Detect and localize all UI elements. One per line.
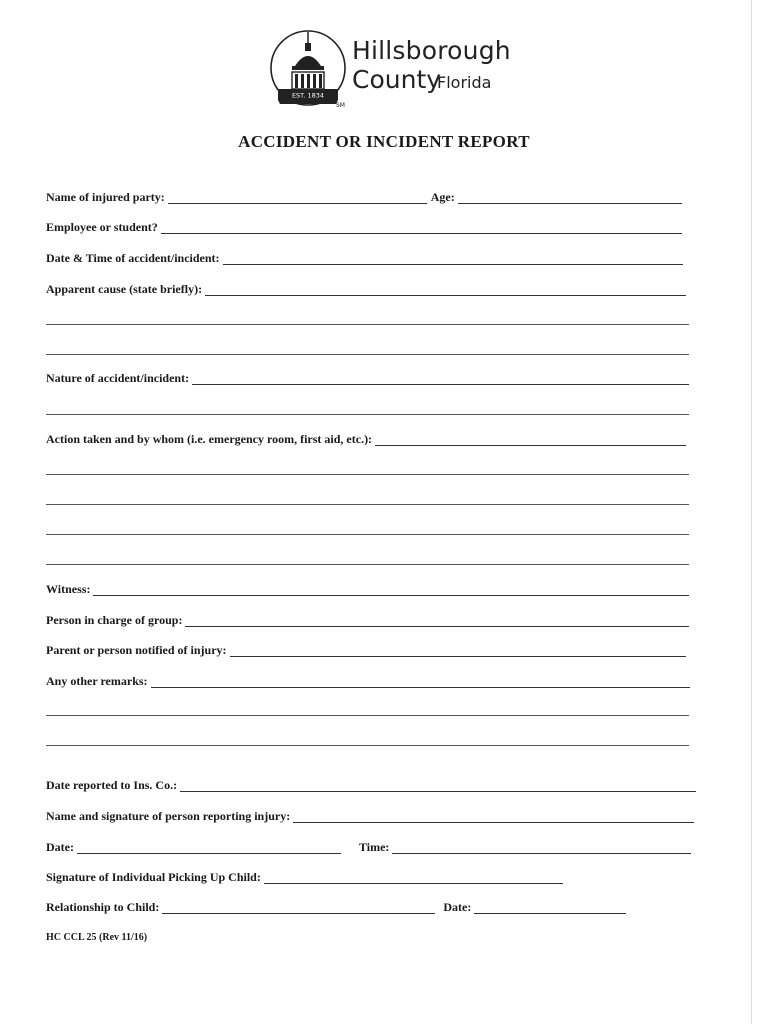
remarks-field[interactable]	[151, 675, 690, 688]
parent-label: Parent or person notified of injury:	[46, 643, 227, 657]
logo-hillsborough: Hillsborough	[352, 36, 511, 65]
person-charge-label: Person in charge of group:	[46, 613, 183, 627]
remarks-line-3[interactable]	[46, 745, 689, 746]
nature-label: Nature of accident/incident:	[46, 371, 190, 385]
action-line-5[interactable]	[46, 564, 689, 565]
date-field[interactable]	[77, 841, 341, 854]
person-charge-field[interactable]	[185, 614, 689, 627]
logo-county: County	[352, 65, 442, 94]
name-label: Name of injured party:	[46, 190, 165, 204]
datetime-label: Date & Time of accident/incident:	[46, 251, 220, 265]
action-label: Action taken and by whom (i.e. emergency room, first aid, etc.):	[46, 432, 373, 446]
date-time-row	[46, 838, 691, 854]
ins-field[interactable]	[180, 779, 696, 792]
action-line-3[interactable]	[46, 504, 689, 505]
pickup-label: Signature of Individual Picking Up Child:	[46, 870, 261, 884]
relationship-field[interactable]	[162, 901, 435, 914]
person-charge-row	[46, 611, 689, 627]
witness-row	[46, 580, 689, 596]
date-label: Date:	[46, 840, 74, 854]
nature-row	[46, 369, 689, 385]
employee-label: Employee or student?	[46, 220, 158, 234]
page-title: ACCIDENT OR INCIDENT REPORT	[238, 132, 530, 151]
pickup-field[interactable]	[264, 871, 563, 884]
time-label: Time:	[358, 840, 390, 854]
signature-field[interactable]	[293, 810, 694, 823]
cause-label: Apparent cause (state briefly):	[46, 282, 203, 296]
time-field[interactable]	[392, 841, 691, 854]
age-label: Age:	[430, 190, 455, 204]
scan-edge	[751, 0, 752, 1024]
signature-row	[46, 807, 694, 823]
signature-label: Name and signature of person reporting injury:	[46, 809, 291, 823]
pickup-row	[46, 868, 563, 884]
courthouse-seal-icon	[268, 28, 348, 112]
ins-row	[46, 776, 696, 792]
cause-line-2[interactable]	[46, 324, 689, 325]
form-code: HC CCL 25 (Rev 11/16)	[46, 932, 148, 943]
action-field[interactable]	[375, 433, 686, 446]
witness-label: Witness:	[46, 582, 91, 596]
employee-row	[46, 218, 682, 234]
datetime-row	[46, 249, 683, 265]
ins-label: Date reported to Ins. Co.:	[46, 778, 178, 792]
svg-text:EST. 1834: EST. 1834	[291, 91, 325, 100]
employee-field[interactable]	[161, 221, 682, 234]
age-field[interactable]	[458, 191, 682, 204]
action-row	[46, 430, 686, 446]
action-line-2[interactable]	[46, 474, 689, 475]
relationship-label: Relationship to Child:	[46, 900, 160, 914]
nature-line-2[interactable]	[46, 414, 689, 415]
cause-field[interactable]	[205, 283, 686, 296]
action-line-4[interactable]	[46, 534, 689, 535]
cause-line-3[interactable]	[46, 354, 689, 355]
county-logo	[268, 28, 511, 112]
name-field[interactable]	[168, 191, 427, 204]
logo-florida: Florida	[437, 73, 492, 92]
date2-label: Date:	[443, 900, 472, 914]
service-mark: SM	[336, 102, 345, 109]
date2-field[interactable]	[474, 901, 626, 914]
witness-field[interactable]	[93, 583, 689, 596]
remarks-row	[46, 672, 690, 688]
nature-field[interactable]	[192, 372, 689, 385]
datetime-field[interactable]	[223, 252, 683, 265]
parent-row	[46, 641, 686, 657]
parent-field[interactable]	[230, 644, 686, 657]
relationship-row	[46, 898, 626, 914]
remarks-line-2[interactable]	[46, 715, 689, 716]
cause-row	[46, 280, 686, 296]
name-age-row	[46, 188, 682, 204]
remarks-label: Any other remarks:	[46, 674, 148, 688]
